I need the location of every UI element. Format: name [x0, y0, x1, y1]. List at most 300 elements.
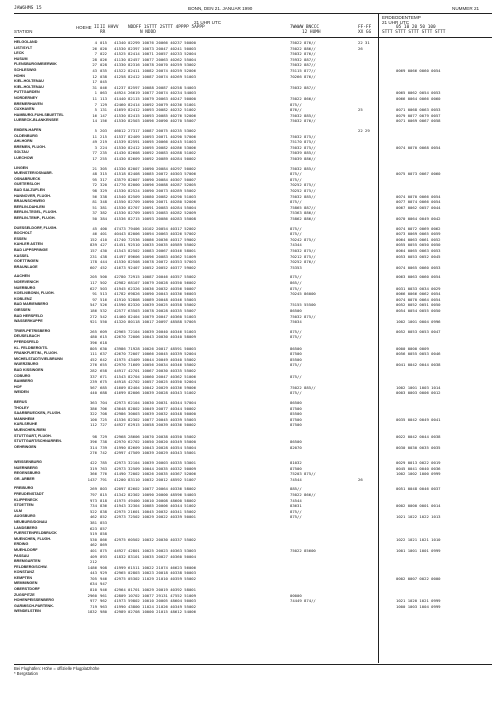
- station-name: FRANKFURT/M., FLUGH.: [14, 351, 58, 356]
- synop-groups: 41451 92510 10035 20035 40589 55002: [114, 242, 196, 248]
- station-height: 627: [89, 285, 97, 291]
- column-header-hhvv: II HHVV: [100, 25, 119, 30]
- synop-groups: 41673 92407 10052 20052 40377 59002: [114, 264, 196, 270]
- soil-temperatures: 0063 0063 0060 0054: [396, 274, 441, 280]
- weather-groups: 75032 885//: [290, 112, 316, 118]
- synop-groups: 41910 52808 10089 20048 40346 55003: [114, 296, 196, 302]
- column-header-xxgg: XX GG: [358, 30, 372, 35]
- station-group: [14, 400, 492, 456]
- weather-groups: 875//: [290, 334, 302, 340]
- station-id: 658: [100, 367, 108, 373]
- station-height: 239: [89, 379, 97, 385]
- weather-groups: 75203 875//: [290, 471, 316, 477]
- gust-groups: 25: [358, 107, 363, 113]
- station-height: 231: [89, 253, 97, 259]
- weather-groups: 75032 887//: [290, 84, 316, 90]
- station-id: 381: [100, 204, 108, 210]
- weather-groups: 75022 886//: [290, 45, 316, 51]
- synop-groups: 43579 82007 10090 20084 40307 50007: [114, 176, 196, 182]
- weather-groups: 75032 875//: [290, 144, 316, 150]
- synop-groups: 42982 68107 10079 20028 40350 56002: [114, 279, 196, 285]
- synop-groups: 41975 49400 10010 20008 48600 58002: [114, 497, 196, 503]
- station-id: 015: [100, 40, 108, 45]
- station-name: HANNOVER, FLUGH.: [14, 193, 51, 198]
- station-id: 618: [100, 339, 108, 345]
- soil-temperatures: 0074 0070 0066 0054: [396, 193, 441, 199]
- station-height: 973: [89, 497, 97, 503]
- station-name: KOBLENZ: [14, 296, 32, 301]
- synop-groups: 44917 42701 10067 20030 40335 55002: [114, 367, 196, 373]
- synop-groups: 41522 82411 10082 20074 40259 52006: [114, 67, 196, 73]
- station-name: GARMISCH-PARTENK.: [14, 603, 54, 608]
- synop-groups: 42964 01701 10029 20019 40392 58001: [114, 587, 196, 593]
- station-id: 893: [100, 553, 108, 559]
- station-id: 675: [100, 379, 108, 385]
- synop-groups: 41975 43409 10044 20049 40340 55002: [114, 356, 196, 362]
- weather-groups: 875//: [290, 362, 302, 368]
- station-id: 671: [100, 373, 108, 379]
- station-id: 046: [100, 84, 108, 90]
- soil-temperatures: 0074 0072 0069 0062: [396, 225, 441, 231]
- station-name: LECK: [14, 51, 25, 56]
- station-id: 384: [100, 215, 108, 221]
- soil-temperatures: 1002 1001 1003 1014: [396, 384, 441, 390]
- station-row: [14, 319, 492, 325]
- station-height: 117: [89, 279, 97, 285]
- station-height: 522: [89, 508, 97, 514]
- station-id: 858: [100, 531, 108, 537]
- weather-groups: 70266 876//: [290, 73, 316, 79]
- synop-groups: 41460 82404 10079 20047 40360 51003: [114, 313, 196, 319]
- weather-groups: 75032 876//: [290, 51, 316, 57]
- station-group: [14, 128, 492, 162]
- station-name: BAMBERG: [14, 379, 34, 384]
- synop-groups: 41590 82320 10039 20025 40358 55002: [114, 302, 196, 308]
- synop-groups: 41320 80118 10017 20097 48588 57005: [114, 319, 196, 325]
- synop-groups: 41518 82408 10085 20072 40303 57006: [114, 171, 196, 177]
- synop-groups: 42973 32104 10039 20003 40335 53001: [114, 460, 196, 465]
- station-height: 363: [89, 400, 97, 405]
- station-id: 113: [100, 95, 108, 101]
- station-height: 26: [92, 45, 97, 51]
- station-name: KIEL-HOLTENAU: [14, 79, 44, 84]
- station-id: 853: [100, 519, 108, 525]
- station-height: 49: [92, 139, 97, 145]
- synop-groups: 41200 83110 10032 20012 48592 51007: [114, 476, 196, 482]
- station-height: 2960: [87, 592, 97, 598]
- station-name: MICHELSTADT/VIELBRUNN: [14, 356, 63, 361]
- station-id: 156: [100, 118, 108, 124]
- station-id: 348: [100, 199, 108, 205]
- station-id: 430: [100, 247, 108, 253]
- station-height: 462: [89, 542, 97, 548]
- soil-temperatures: 0074 0065 0060 0053: [396, 264, 441, 270]
- station-height: 519: [89, 531, 97, 537]
- synop-groups: 40443 82006 10094 20063 40326 57002: [114, 231, 196, 237]
- station-height: 7: [94, 101, 97, 107]
- station-height: 386: [89, 405, 97, 411]
- weather-groups: 875//: [290, 199, 302, 205]
- synop-groups: 41530 82508 10078 20072 40353 57003: [114, 259, 196, 265]
- synop-groups: 41539 82591 10095 20066 40245 51003: [114, 139, 196, 145]
- station-height: 623: [89, 525, 97, 531]
- synop-groups: 41330 82316 10078 20070 40259 53002: [114, 62, 196, 68]
- station-name: HELGOLAND: [14, 40, 38, 44]
- station-name: BERUS: [14, 400, 27, 404]
- synop-groups: 42965 02803 10023 20018 40338 50003: [114, 570, 196, 576]
- weather-groups: 70212 875//: [290, 253, 316, 259]
- weather-groups: 75039 885//: [290, 150, 316, 156]
- station-height: 810: [89, 587, 97, 593]
- soil-temperatures: 0067 0062 0057 0044: [396, 204, 441, 210]
- station-name: STOETTEN: [14, 503, 34, 508]
- soil-temperatures: 0055 0055 0050 0050: [396, 242, 441, 248]
- station-name: WEIDEN: [14, 390, 29, 395]
- station-height: 98: [92, 433, 97, 439]
- soil-temperatures: 0052 0052 0051 0050: [396, 302, 441, 308]
- synop-groups: 42670 72007 10066 20045 40339 52004: [114, 351, 196, 357]
- station-height: 276: [89, 362, 97, 368]
- soil-temperatures: 0066 0066 0062 0054: [396, 291, 441, 297]
- synop-groups: 41130 82457 10077 20063 40262 55004: [114, 56, 196, 62]
- synop-groups: 42973 32509 10044 20035 40332 50009: [114, 465, 196, 471]
- station-height: 186: [89, 307, 97, 313]
- synop-groups: 41543 82502 10083 20067 40346 58001: [114, 247, 196, 253]
- report-code: JAW6HMS 15: [14, 6, 42, 11]
- weather-groups: 75022 885//: [290, 384, 316, 390]
- station-row: [14, 450, 492, 456]
- station-height: 11: [92, 95, 97, 101]
- station-id: 045: [100, 79, 108, 85]
- station-height: 95: [92, 176, 97, 182]
- station-id: 947: [100, 581, 108, 587]
- gust-groups: 22 31: [358, 40, 370, 45]
- station-group: [14, 460, 492, 482]
- weather-groups: 875//: [290, 231, 302, 237]
- station-name: BAD KISSINGEN: [14, 367, 44, 372]
- synop-groups: 42970 71609 10056 20034 40346 55002: [114, 362, 196, 368]
- station-name: FLENSBURG/MEIERWIK: [14, 62, 57, 67]
- synop-groups: 41342 82302 10090 20000 48596 54003: [114, 491, 196, 497]
- station-name: ESSEN: [14, 236, 27, 241]
- station-group: [14, 166, 492, 222]
- weather-groups: 875//: [290, 373, 302, 379]
- column-header-nddd: N NDDD: [140, 30, 156, 35]
- synop-groups: 41945 62326 10036 20032 40356 50007: [114, 285, 196, 291]
- station-height: 319: [89, 465, 97, 471]
- synop-groups: 41699 82006 10039 20028 40343 51002: [114, 390, 196, 396]
- station-id: 215: [100, 133, 108, 139]
- station-name: STUTTGART, FLUGH.: [14, 433, 52, 438]
- synop-groups: 41782 69826 10090 20043 40336 56003: [114, 291, 196, 297]
- station-id: 427: [100, 242, 108, 248]
- synop-groups: 41999 61511 10022 21074 46623 56006: [114, 564, 196, 570]
- soil-temperatures: 0035 0042 0049 0041: [396, 416, 441, 422]
- soil-temperatures: 0066 0064 0066 0060: [396, 95, 441, 101]
- station-group: [14, 329, 492, 396]
- station-height: 81: [92, 199, 97, 205]
- station-name: STUTTGART/SCHNARREN.: [14, 439, 62, 444]
- station-name: THOLEY: [14, 405, 29, 410]
- synop-groups: 42965 72104 10039 20040 40346 51003: [114, 328, 196, 334]
- station-height: 157: [89, 247, 97, 253]
- soil-temperatures: 0000 0000 0009: [396, 345, 429, 351]
- soil-temperatures: 0075 0073 0067 0060: [396, 171, 441, 177]
- soil-temperatures: 0074 0070 0068 0054: [396, 144, 441, 150]
- soil-temperatures: 0079 0077 0079 0057: [396, 112, 441, 118]
- synop-groups: 41440 82115 10079 20063 40247 50000: [114, 95, 196, 101]
- weather-groups: 00000: [290, 592, 302, 598]
- station-id: 688: [100, 390, 108, 396]
- synop-groups: 42460 82414 10092 20079 40236 51001: [114, 101, 196, 107]
- station-id: 516: [100, 296, 108, 302]
- station-height: 98: [92, 187, 97, 193]
- soil-temperatures: 0002 0000 0001 0014: [396, 503, 441, 509]
- station-height: 452: [89, 356, 97, 362]
- synop-groups: 41536 82715 10093 20086 40283 55008: [114, 215, 196, 221]
- station-id: 763: [100, 465, 108, 471]
- soil-temperatures: 0069 0066 0060 0054: [396, 67, 441, 73]
- synop-groups: 41770 82000 10096 20088 40287 52005: [114, 182, 196, 188]
- station-name: BOCHOLT: [14, 231, 32, 236]
- station-name: AUGSBURG: [14, 514, 36, 519]
- station-id: 503: [100, 285, 108, 291]
- station-name: BREMGARTEN: [14, 559, 41, 564]
- station-name: GR. ARBER: [14, 476, 35, 481]
- station-id: 338: [100, 193, 108, 199]
- station-height: 27: [92, 62, 97, 68]
- weather-groups: 70252 876//: [290, 259, 316, 265]
- station-id: 838: [100, 508, 108, 514]
- station-id: 542: [100, 313, 108, 319]
- station-name: HUSUM: [14, 56, 28, 61]
- weather-groups: 75932 887//: [290, 56, 316, 62]
- station-id: 963: [100, 603, 108, 609]
- synop-groups: 42577 63503 10078 20028 40335 55007: [114, 307, 196, 313]
- station-height: 28: [92, 56, 97, 62]
- soil-temperatures: 1002 1002 1000 0999: [396, 471, 441, 477]
- gust-groups: 22 29: [358, 128, 370, 133]
- station-name: ERDING: [14, 542, 29, 547]
- soil-temperatures: 0070 0064 0049 0042: [396, 215, 441, 221]
- synop-groups: 41543 82704 10060 20047 40362 51006: [114, 373, 196, 379]
- station-name: HOHENPEISSENBERG: [14, 598, 54, 603]
- station-height: 72: [92, 182, 97, 188]
- station-height: 111: [89, 351, 97, 357]
- station-name: DUESSELDORF, FLUGH.: [14, 225, 58, 230]
- weather-groups: 875//: [290, 176, 302, 182]
- weather-groups: 75032 885//: [290, 193, 316, 199]
- station-height: 37: [92, 210, 97, 216]
- synop-groups: 41990 82609 10043 20028 40354 55004: [114, 444, 196, 450]
- header-top-rule: [14, 13, 492, 14]
- weather-groups: 75032 875//: [290, 133, 316, 139]
- synop-groups: 42973 62104 10030 20031 40344 57004: [114, 400, 196, 405]
- weather-groups: 875//: [290, 274, 302, 280]
- station-height: 14: [92, 118, 97, 124]
- station-name: WEISSENBURG: [14, 460, 42, 464]
- weather-groups: 75032 876//: [290, 118, 316, 124]
- soil-temperatures: 0003 0003 0006 0012: [396, 390, 441, 396]
- synop-groups: 41609 82404 10042 20029 40336 59006: [114, 384, 196, 390]
- station-name: MUEHLDORF: [14, 547, 38, 552]
- station-height: 48: [92, 171, 97, 177]
- station-name: NOERVENICH: [14, 279, 39, 284]
- station-name: LUECHOW: [14, 155, 34, 160]
- soil-temperatures: 0053 0053 0052 0045: [396, 253, 441, 259]
- station-name: LINGEN: [14, 165, 28, 170]
- weather-groups: 74544: [290, 497, 302, 503]
- station-id: 791: [100, 476, 108, 482]
- weather-groups: 875//: [290, 225, 302, 231]
- station-id: 452: [100, 264, 108, 270]
- station-height: 805: [89, 345, 97, 351]
- station-row: [14, 216, 492, 222]
- synop-groups: 41832 83101 10035 20027 40360 50004: [114, 553, 196, 559]
- weather-groups: 875//: [290, 328, 302, 334]
- synop-groups: 42973 72502 10029 20022 40339 50001: [114, 514, 196, 520]
- synop-groups: 41330 82007 10090 20084 40297 50002: [114, 165, 196, 171]
- station-height: 7: [94, 51, 97, 57]
- report-number: NUMMER 21: [452, 6, 480, 11]
- station-id: 035: [100, 67, 108, 73]
- station-name: FUERSTENFELDBRUCK: [14, 531, 57, 536]
- soil-temperatures: 0064 0065 0063 0053: [396, 247, 441, 253]
- synop-groups: 41490 72002 10026 20035 40367 52006: [114, 471, 196, 477]
- station-height: 100: [89, 416, 97, 422]
- column-header-hmh: 12 HUMH: [302, 30, 321, 35]
- station-name: LANDSBERG: [14, 525, 38, 530]
- weather-groups: 875//: [290, 390, 302, 396]
- weather-groups: 87500: [290, 351, 302, 357]
- column-header-station: STATION: [14, 29, 33, 34]
- station-id: 502: [100, 279, 108, 285]
- station-name: COBURG: [14, 373, 31, 378]
- station-name: ZUGSPITZE: [14, 592, 35, 597]
- soil-temperatures: 0041 0042 0044 0038: [396, 362, 441, 368]
- station-name: LUEBECK-BLANKENSEE: [14, 118, 59, 123]
- station-name: BREMEN, FLUGH.: [14, 144, 46, 149]
- station-height: 91: [92, 291, 97, 297]
- station-id: 946: [100, 587, 108, 593]
- column-header-ii: II: [94, 25, 100, 30]
- footnote-airport-height: Bei Flughäfen: Höhe = offizielle Flugplatzhöhe: [14, 666, 100, 671]
- weather-groups: 875//: [290, 171, 302, 177]
- weather-groups: 75155 55500: [290, 302, 316, 308]
- station-name: GIESSEN: [14, 307, 31, 312]
- weather-groups: 875//: [290, 285, 302, 291]
- weather-groups: 75353: [290, 264, 302, 270]
- weather-groups: 81032: [290, 460, 302, 465]
- weather-groups: 83631: [290, 503, 302, 509]
- column-header-depths: 05 10 20 50 100: [396, 25, 436, 30]
- soil-temperatures: 0031 0033 0034 0029: [396, 285, 441, 291]
- synop-groups: 44927 42801 10025 20023 40363 53003: [114, 547, 196, 553]
- station-id: 401: [100, 231, 108, 237]
- station-name: FREIBURG: [14, 486, 34, 491]
- station-id: 410: [100, 236, 108, 242]
- station-id: 704: [100, 400, 108, 405]
- synop-groups: 41530 82707 10091 20083 40284 55004: [114, 204, 196, 210]
- soil-temperatures: 1001 1001 1001 0999: [396, 547, 441, 553]
- station-name: OLDENBURG: [14, 133, 38, 138]
- weather-groups: 75022 876//: [290, 40, 316, 45]
- weather-groups: 87500: [290, 465, 302, 471]
- station-row: [14, 156, 492, 162]
- station-name: KLIPPENECK: [14, 497, 38, 502]
- station-height: 17: [92, 155, 97, 161]
- station-height: 43: [92, 67, 97, 73]
- station-id: 655: [100, 362, 108, 368]
- station-name: KIEL-HOLTENAU: [14, 84, 44, 89]
- weather-groups: 70252 875//: [290, 182, 316, 188]
- weather-groups: 87500: [290, 405, 302, 411]
- station-id: 329: [100, 187, 108, 193]
- synop-groups: 43648 82802 10049 20077 40344 50002: [114, 405, 196, 411]
- weather-groups: 75115 877//: [290, 67, 316, 73]
- station-id: 642: [100, 356, 108, 362]
- soil-temperatures: 0051 0048 0046 0037: [396, 486, 441, 492]
- station-height: 12: [92, 73, 97, 79]
- station-id: 320: [100, 182, 108, 188]
- station-height: 401: [89, 547, 97, 553]
- soil-temperatures: 0073 0069 0065 0059: [396, 231, 441, 237]
- station-height: 921: [89, 319, 97, 325]
- station-height: 205: [89, 274, 97, 280]
- station-name: BAD LIPPSPRINGE: [14, 247, 48, 252]
- station-id: 857: [100, 525, 108, 531]
- station-height: 719: [89, 603, 97, 609]
- weather-groups: 86500: [290, 439, 302, 445]
- station-name: OEHRINGEN: [14, 444, 37, 449]
- station-height: 16: [92, 112, 97, 118]
- station-group: [14, 226, 492, 271]
- weather-groups: 87500: [290, 422, 302, 428]
- synop-groups: 42997 47509 10039 20029 40343 55001: [114, 450, 196, 456]
- weather-groups: 75032 885//: [290, 165, 316, 171]
- weather-groups: 70252 875//: [290, 187, 316, 193]
- weather-groups: 75363 886//: [290, 210, 316, 216]
- station-name: MEMMINGEN: [14, 581, 38, 586]
- station-height: 396: [89, 439, 97, 445]
- station-id: 147: [100, 112, 108, 118]
- station-height: 530: [89, 536, 97, 542]
- station-name: DEUSELBACH: [14, 334, 40, 339]
- station-name: NUERNBERG: [14, 465, 38, 470]
- station-id: 727: [100, 422, 108, 428]
- station-name: SAARBRUECKEN, FLUGH.: [14, 411, 62, 416]
- soil-temperatures: 0002 0007 0022 0000: [396, 575, 441, 581]
- synop-groups: 41990 43800 11024 21026 40349 55002: [114, 603, 196, 609]
- weather-groups: 75039 886//: [290, 155, 316, 161]
- synop-groups: 41540 82509 10080 20082 40290 51003: [114, 193, 196, 199]
- column-header-rr: RR: [100, 30, 106, 35]
- soil-temperatures: 1000 1003 1004 0999: [396, 603, 441, 609]
- soil-temperatures: 0056 0055 0053 0046: [396, 351, 441, 357]
- weather-groups: 86500: [290, 400, 302, 405]
- station-name: CUXHAVEN: [14, 107, 35, 112]
- station-id: 224: [100, 144, 108, 150]
- soil-temperatures: 1002 1001 0004 0996: [396, 319, 441, 325]
- station-height: 314: [89, 444, 97, 450]
- soil-temp-utc: 21 UHR UTC: [382, 20, 410, 25]
- station-height: 11: [92, 133, 97, 139]
- soil-temperatures: 0074 0070 0064 0054: [396, 296, 441, 302]
- column-header-bnccc: 7WWWW BNCCC: [290, 25, 320, 30]
- station-name: NORDERNEY: [14, 95, 38, 100]
- station-id: 776: [100, 471, 108, 477]
- station-id: 305: [100, 165, 108, 171]
